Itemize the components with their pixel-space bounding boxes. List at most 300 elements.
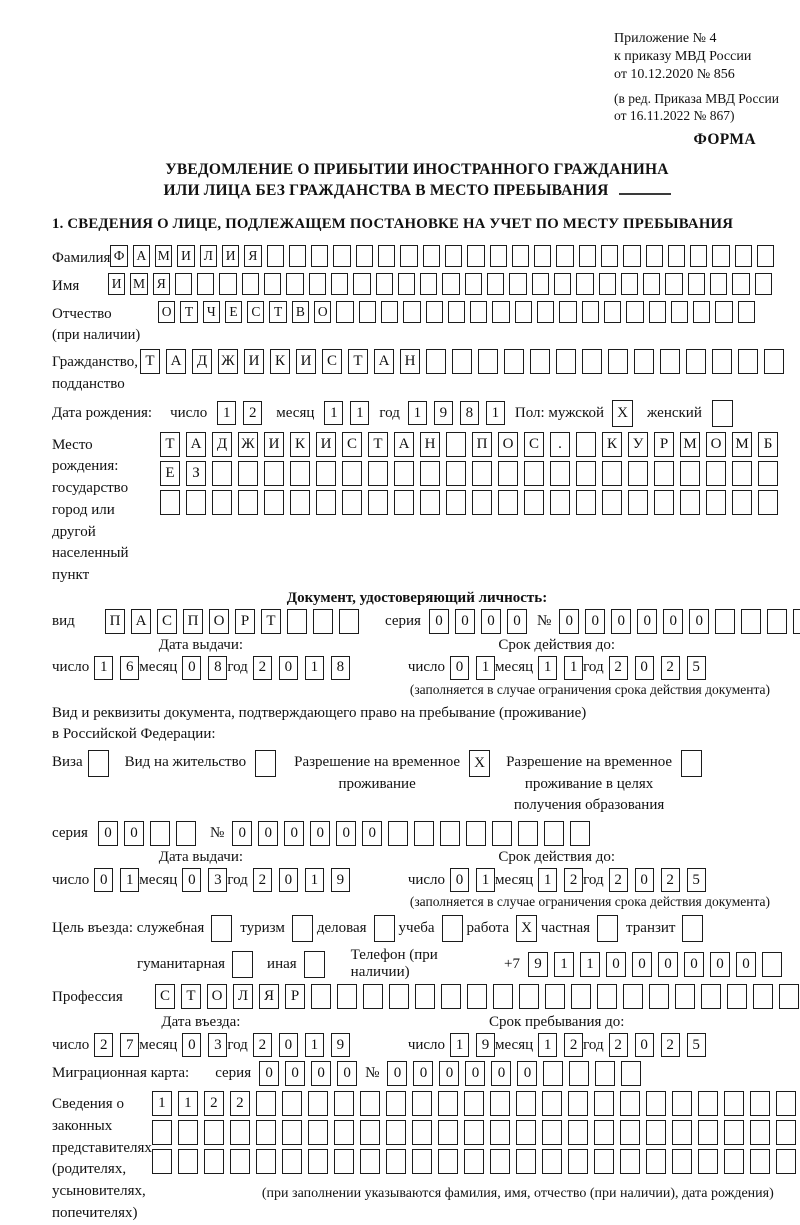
char-cell[interactable] (512, 245, 529, 267)
char-cell[interactable]: 9 (331, 1033, 350, 1057)
char-cell[interactable]: Л (233, 984, 253, 1009)
char-cell[interactable] (715, 609, 735, 634)
char-cell[interactable]: 7 (120, 1033, 139, 1057)
char-cell[interactable] (556, 349, 576, 374)
char-cell[interactable] (287, 609, 307, 634)
char-cell[interactable]: 2 (661, 868, 680, 892)
char-cell[interactable] (724, 1149, 744, 1174)
char-cell[interactable]: 0 (336, 821, 356, 846)
char-cell[interactable] (576, 490, 596, 515)
char-cell[interactable] (732, 490, 752, 515)
char-cell[interactable] (420, 273, 437, 295)
char-cell[interactable] (712, 349, 732, 374)
char-cell[interactable]: Т (180, 301, 197, 323)
char-cell[interactable] (542, 1091, 562, 1116)
char-cell[interactable] (264, 490, 284, 515)
char-cell[interactable] (701, 984, 721, 1009)
char-cell[interactable] (464, 1149, 484, 1174)
char-cell[interactable] (490, 1091, 510, 1116)
char-cell[interactable] (762, 952, 782, 977)
char-cell[interactable] (509, 273, 526, 295)
char-cell[interactable] (212, 490, 232, 515)
char-cell[interactable] (554, 273, 571, 295)
char-cell[interactable]: Е (225, 301, 242, 323)
char-cell[interactable] (426, 301, 443, 323)
char-cell[interactable] (286, 273, 303, 295)
char-cell[interactable] (448, 301, 465, 323)
char-cell[interactable] (675, 984, 695, 1009)
char-cell[interactable]: 0 (124, 821, 144, 846)
char-cell[interactable]: 0 (310, 821, 330, 846)
char-cell[interactable]: И (244, 349, 264, 374)
char-cell[interactable]: 0 (611, 609, 631, 634)
char-cell[interactable] (582, 349, 602, 374)
char-cell[interactable] (414, 821, 434, 846)
char-cell[interactable]: 1 (217, 401, 236, 425)
char-cell[interactable] (88, 750, 109, 777)
char-cell[interactable]: 1 (152, 1091, 172, 1116)
char-cell[interactable]: 3 (208, 1033, 227, 1057)
char-cell[interactable] (381, 301, 398, 323)
char-cell[interactable] (602, 461, 622, 486)
char-cell[interactable]: Я (244, 245, 261, 267)
char-cell[interactable] (654, 490, 674, 515)
char-cell[interactable] (490, 245, 507, 267)
char-cell[interactable]: X (612, 400, 633, 427)
char-cell[interactable] (750, 1149, 770, 1174)
char-cell[interactable]: 0 (94, 868, 113, 892)
char-cell[interactable] (493, 984, 513, 1009)
char-cell[interactable] (524, 461, 544, 486)
char-cell[interactable]: 1 (305, 656, 324, 680)
char-cell[interactable] (446, 461, 466, 486)
char-cell[interactable] (602, 490, 622, 515)
char-cell[interactable] (378, 245, 395, 267)
char-cell[interactable] (342, 490, 362, 515)
char-cell[interactable] (339, 609, 359, 634)
char-cell[interactable]: 2 (94, 1033, 113, 1057)
char-cell[interactable]: 0 (279, 868, 298, 892)
char-cell[interactable]: Т (269, 301, 286, 323)
char-cell[interactable] (620, 1091, 640, 1116)
char-cell[interactable] (398, 273, 415, 295)
char-cell[interactable] (412, 1120, 432, 1145)
char-cell[interactable] (334, 1149, 354, 1174)
char-cell[interactable] (706, 490, 726, 515)
char-cell[interactable]: 2 (609, 868, 628, 892)
char-cell[interactable]: К (602, 432, 622, 457)
char-cell[interactable] (178, 1149, 198, 1174)
char-cell[interactable] (626, 301, 643, 323)
char-cell[interactable] (550, 490, 570, 515)
char-cell[interactable] (738, 301, 755, 323)
char-cell[interactable] (621, 1061, 641, 1086)
char-cell[interactable]: Я (259, 984, 279, 1009)
char-cell[interactable] (368, 490, 388, 515)
char-cell[interactable] (492, 821, 512, 846)
char-cell[interactable] (186, 490, 206, 515)
char-cell[interactable] (570, 821, 590, 846)
char-cell[interactable]: К (270, 349, 290, 374)
char-cell[interactable] (569, 1061, 589, 1086)
char-cell[interactable] (623, 984, 643, 1009)
char-cell[interactable] (388, 821, 408, 846)
char-cell[interactable] (212, 461, 232, 486)
char-cell[interactable] (537, 301, 554, 323)
char-cell[interactable]: Т (348, 349, 368, 374)
char-cell[interactable]: 1 (554, 952, 574, 977)
char-cell[interactable]: 1 (408, 401, 427, 425)
char-cell[interactable]: 1 (324, 401, 343, 425)
char-cell[interactable] (665, 273, 682, 295)
char-cell[interactable]: А (394, 432, 414, 457)
char-cell[interactable] (178, 1120, 198, 1145)
char-cell[interactable]: Ж (218, 349, 238, 374)
char-cell[interactable] (646, 1120, 666, 1145)
char-cell[interactable] (360, 1091, 380, 1116)
char-cell[interactable]: 0 (258, 821, 278, 846)
char-cell[interactable]: Ж (238, 432, 258, 457)
char-cell[interactable] (204, 1120, 224, 1145)
char-cell[interactable] (394, 490, 414, 515)
char-cell[interactable] (594, 1149, 614, 1174)
char-cell[interactable]: И (316, 432, 336, 457)
char-cell[interactable] (732, 461, 752, 486)
char-cell[interactable]: 1 (476, 868, 495, 892)
char-cell[interactable]: 0 (439, 1061, 459, 1086)
char-cell[interactable]: Я (153, 273, 170, 295)
char-cell[interactable] (646, 1149, 666, 1174)
char-cell[interactable]: З (186, 461, 206, 486)
char-cell[interactable]: Ч (203, 301, 220, 323)
char-cell[interactable] (313, 609, 333, 634)
char-cell[interactable] (516, 1149, 536, 1174)
char-cell[interactable]: Т (261, 609, 281, 634)
char-cell[interactable] (304, 951, 325, 978)
char-cell[interactable]: М (680, 432, 700, 457)
char-cell[interactable] (727, 984, 747, 1009)
char-cell[interactable] (255, 750, 276, 777)
char-cell[interactable]: 0 (517, 1061, 537, 1086)
char-cell[interactable]: 9 (528, 952, 548, 977)
char-cell[interactable]: И (222, 245, 239, 267)
char-cell[interactable] (688, 273, 705, 295)
char-cell[interactable] (682, 915, 703, 942)
char-cell[interactable] (230, 1149, 250, 1174)
char-cell[interactable] (571, 984, 591, 1009)
char-cell[interactable]: М (155, 245, 172, 267)
char-cell[interactable] (498, 461, 518, 486)
char-cell[interactable]: И (264, 432, 284, 457)
char-cell[interactable] (445, 245, 462, 267)
char-cell[interactable]: . (550, 432, 570, 457)
char-cell[interactable] (599, 273, 616, 295)
char-cell[interactable] (490, 1149, 510, 1174)
char-cell[interactable]: 0 (455, 609, 475, 634)
char-cell[interactable] (264, 273, 281, 295)
char-cell[interactable] (568, 1120, 588, 1145)
char-cell[interactable] (579, 245, 596, 267)
char-cell[interactable] (559, 301, 576, 323)
char-cell[interactable]: 1 (94, 656, 113, 680)
char-cell[interactable]: Л (200, 245, 217, 267)
char-cell[interactable]: 2 (564, 868, 583, 892)
char-cell[interactable]: О (706, 432, 726, 457)
char-cell[interactable] (646, 245, 663, 267)
char-cell[interactable] (160, 490, 180, 515)
char-cell[interactable] (516, 1120, 536, 1145)
char-cell[interactable] (568, 1091, 588, 1116)
char-cell[interactable]: Ф (110, 245, 127, 267)
char-cell[interactable] (698, 1149, 718, 1174)
char-cell[interactable]: 0 (387, 1061, 407, 1086)
char-cell[interactable] (337, 984, 357, 1009)
char-cell[interactable] (757, 245, 774, 267)
char-cell[interactable] (779, 984, 799, 1009)
char-cell[interactable]: 9 (331, 868, 350, 892)
char-cell[interactable] (368, 461, 388, 486)
char-cell[interactable] (487, 273, 504, 295)
char-cell[interactable]: К (290, 432, 310, 457)
char-cell[interactable] (735, 245, 752, 267)
char-cell[interactable] (543, 1061, 563, 1086)
char-cell[interactable] (576, 432, 596, 457)
char-cell[interactable] (292, 915, 313, 942)
char-cell[interactable] (353, 273, 370, 295)
char-cell[interactable] (492, 301, 509, 323)
char-cell[interactable]: 0 (465, 1061, 485, 1086)
char-cell[interactable] (530, 349, 550, 374)
char-cell[interactable] (282, 1091, 302, 1116)
char-cell[interactable]: 9 (434, 401, 453, 425)
char-cell[interactable]: 8 (331, 656, 350, 680)
char-cell[interactable]: 0 (663, 609, 683, 634)
char-cell[interactable] (649, 301, 666, 323)
char-cell[interactable]: X (469, 750, 490, 777)
char-cell[interactable] (363, 984, 383, 1009)
char-cell[interactable]: И (296, 349, 316, 374)
char-cell[interactable]: 2 (253, 656, 272, 680)
char-cell[interactable] (671, 301, 688, 323)
char-cell[interactable] (446, 490, 466, 515)
char-cell[interactable] (256, 1149, 276, 1174)
char-cell[interactable] (211, 915, 232, 942)
char-cell[interactable]: О (314, 301, 331, 323)
char-cell[interactable]: С (342, 432, 362, 457)
char-cell[interactable] (309, 273, 326, 295)
char-cell[interactable]: 0 (337, 1061, 357, 1086)
char-cell[interactable] (470, 301, 487, 323)
char-cell[interactable]: Н (420, 432, 440, 457)
char-cell[interactable] (601, 245, 618, 267)
char-cell[interactable]: 5 (687, 868, 706, 892)
char-cell[interactable]: 0 (684, 952, 704, 977)
char-cell[interactable]: 0 (710, 952, 730, 977)
char-cell[interactable] (394, 461, 414, 486)
char-cell[interactable] (604, 301, 621, 323)
char-cell[interactable]: Д (192, 349, 212, 374)
char-cell[interactable]: 2 (661, 656, 680, 680)
char-cell[interactable] (643, 273, 660, 295)
char-cell[interactable] (420, 461, 440, 486)
char-cell[interactable] (331, 273, 348, 295)
char-cell[interactable]: 0 (632, 952, 652, 977)
char-cell[interactable]: П (105, 609, 125, 634)
char-cell[interactable] (623, 245, 640, 267)
char-cell[interactable]: 0 (413, 1061, 433, 1086)
char-cell[interactable] (204, 1149, 224, 1174)
char-cell[interactable] (738, 349, 758, 374)
char-cell[interactable] (446, 432, 466, 457)
char-cell[interactable]: А (131, 609, 151, 634)
char-cell[interactable] (646, 1091, 666, 1116)
char-cell[interactable] (620, 1149, 640, 1174)
char-cell[interactable] (423, 245, 440, 267)
char-cell[interactable] (680, 461, 700, 486)
char-cell[interactable] (376, 273, 393, 295)
char-cell[interactable]: 0 (635, 868, 654, 892)
char-cell[interactable]: 0 (450, 656, 469, 680)
char-cell[interactable]: 1 (305, 868, 324, 892)
char-cell[interactable]: 1 (580, 952, 600, 977)
char-cell[interactable]: 1 (538, 1033, 557, 1057)
char-cell[interactable] (672, 1091, 692, 1116)
char-cell[interactable] (712, 245, 729, 267)
char-cell[interactable]: М (732, 432, 752, 457)
char-cell[interactable] (568, 1149, 588, 1174)
char-cell[interactable] (472, 461, 492, 486)
char-cell[interactable] (452, 349, 472, 374)
char-cell[interactable] (550, 461, 570, 486)
char-cell[interactable] (442, 273, 459, 295)
char-cell[interactable] (242, 273, 259, 295)
char-cell[interactable] (359, 301, 376, 323)
char-cell[interactable]: 3 (208, 868, 227, 892)
char-cell[interactable]: 1 (538, 868, 557, 892)
char-cell[interactable]: 2 (230, 1091, 250, 1116)
char-cell[interactable] (386, 1149, 406, 1174)
char-cell[interactable] (290, 490, 310, 515)
char-cell[interactable]: Д (212, 432, 232, 457)
char-cell[interactable]: 2 (564, 1033, 583, 1057)
char-cell[interactable]: 1 (350, 401, 369, 425)
char-cell[interactable]: 2 (243, 401, 262, 425)
char-cell[interactable] (386, 1091, 406, 1116)
char-cell[interactable]: 8 (208, 656, 227, 680)
char-cell[interactable]: С (155, 984, 175, 1009)
char-cell[interactable] (356, 245, 373, 267)
char-cell[interactable] (544, 821, 564, 846)
char-cell[interactable] (693, 301, 710, 323)
char-cell[interactable]: 0 (98, 821, 118, 846)
char-cell[interactable] (690, 245, 707, 267)
char-cell[interactable] (758, 490, 778, 515)
char-cell[interactable] (466, 821, 486, 846)
char-cell[interactable] (532, 273, 549, 295)
char-cell[interactable] (256, 1120, 276, 1145)
char-cell[interactable] (545, 984, 565, 1009)
char-cell[interactable] (710, 273, 727, 295)
char-cell[interactable]: 1 (564, 656, 583, 680)
char-cell[interactable] (400, 245, 417, 267)
char-cell[interactable] (576, 273, 593, 295)
char-cell[interactable] (412, 1091, 432, 1116)
char-cell[interactable] (342, 461, 362, 486)
char-cell[interactable] (597, 984, 617, 1009)
char-cell[interactable]: А (186, 432, 206, 457)
char-cell[interactable] (334, 1120, 354, 1145)
char-cell[interactable] (290, 461, 310, 486)
char-cell[interactable]: О (158, 301, 175, 323)
char-cell[interactable] (776, 1120, 796, 1145)
char-cell[interactable]: 0 (606, 952, 626, 977)
char-cell[interactable] (308, 1149, 328, 1174)
char-cell[interactable]: 0 (689, 609, 709, 634)
char-cell[interactable]: М (130, 273, 147, 295)
char-cell[interactable] (175, 273, 192, 295)
char-cell[interactable]: С (157, 609, 177, 634)
char-cell[interactable]: 1 (538, 656, 557, 680)
char-cell[interactable] (621, 273, 638, 295)
char-cell[interactable]: 0 (279, 656, 298, 680)
char-cell[interactable] (308, 1120, 328, 1145)
char-cell[interactable] (333, 245, 350, 267)
char-cell[interactable] (238, 490, 258, 515)
char-cell[interactable] (755, 273, 772, 295)
char-cell[interactable] (634, 349, 654, 374)
char-cell[interactable] (256, 1091, 276, 1116)
char-cell[interactable] (758, 461, 778, 486)
char-cell[interactable] (442, 915, 463, 942)
char-cell[interactable]: 1 (120, 868, 139, 892)
char-cell[interactable]: 0 (559, 609, 579, 634)
char-cell[interactable] (715, 301, 732, 323)
char-cell[interactable] (608, 349, 628, 374)
char-cell[interactable] (516, 1091, 536, 1116)
char-cell[interactable]: 0 (736, 952, 756, 977)
char-cell[interactable] (152, 1149, 172, 1174)
char-cell[interactable] (308, 1091, 328, 1116)
char-cell[interactable] (289, 245, 306, 267)
char-cell[interactable] (524, 490, 544, 515)
char-cell[interactable] (389, 984, 409, 1009)
char-cell[interactable] (498, 490, 518, 515)
char-cell[interactable] (441, 984, 461, 1009)
char-cell[interactable] (415, 984, 435, 1009)
char-cell[interactable] (595, 1061, 615, 1086)
char-cell[interactable] (776, 1149, 796, 1174)
char-cell[interactable] (197, 273, 214, 295)
char-cell[interactable] (238, 461, 258, 486)
char-cell[interactable]: П (183, 609, 203, 634)
char-cell[interactable]: 0 (279, 1033, 298, 1057)
char-cell[interactable] (316, 490, 336, 515)
char-cell[interactable]: П (472, 432, 492, 457)
char-cell[interactable] (311, 984, 331, 1009)
char-cell[interactable]: 0 (481, 609, 501, 634)
char-cell[interactable]: С (524, 432, 544, 457)
char-cell[interactable] (519, 984, 539, 1009)
char-cell[interactable]: В (292, 301, 309, 323)
char-cell[interactable] (764, 349, 784, 374)
char-cell[interactable] (668, 245, 685, 267)
char-cell[interactable]: 8 (460, 401, 479, 425)
char-cell[interactable]: 0 (285, 1061, 305, 1086)
char-cell[interactable] (478, 349, 498, 374)
char-cell[interactable] (660, 349, 680, 374)
char-cell[interactable] (767, 609, 787, 634)
char-cell[interactable]: X (516, 915, 537, 942)
